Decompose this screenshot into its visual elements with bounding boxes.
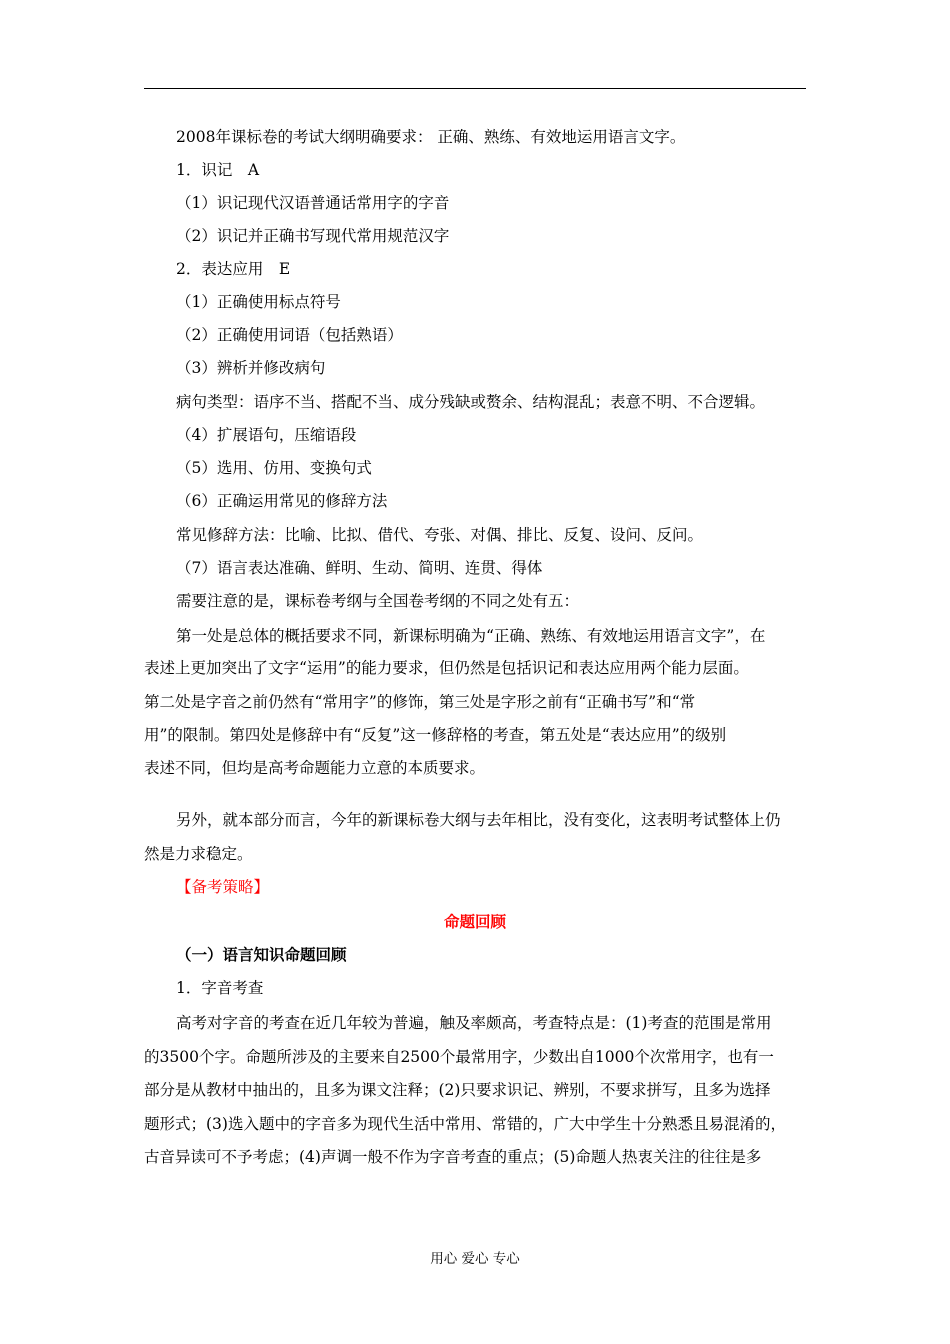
pronunciation-heading: 1．字音考查 — [176, 979, 264, 997]
paragraph-line: 表述上更加突出了文字“运用”的能力要求，但仍然是包括识记和表达应用两个能力层面。 — [144, 659, 749, 677]
header-rule — [144, 88, 806, 89]
list-item: （5）选用、仿用、变换句式 — [176, 459, 372, 477]
sentence-error-types: 病句类型：语序不当、搭配不当、成分残缺或赘余、结构混乱；表意不明、不合逻辑。 — [176, 393, 766, 411]
page-footer: 用心 爱心 专心 — [430, 1251, 520, 1267]
paragraph-line: 用”的限制。第四处是修辞中有“反复”这一修辞格的考查，第五处是“表达应用”的级别 — [144, 726, 727, 744]
list-item: （3）辨析并修改病句 — [176, 359, 326, 377]
paragraph-line: 然是力求稳定。 — [144, 845, 253, 863]
section-1-heading: 1．识记 A — [176, 161, 260, 179]
paragraph-line: 另外，就本部分而言，今年的新课标卷大纲与去年相比，没有变化，这表明考试整体上仍 — [176, 811, 781, 829]
section-2-heading: 2．表达应用 E — [176, 260, 291, 278]
paragraph-line: 古音异读可不予考虑；(4)声调一般不作为字音考查的重点；(5)命题人热衷关注的往往是多 — [144, 1148, 762, 1166]
paragraph-line: 表述不同，但均是高考命题能力立意的本质要求。 — [144, 759, 486, 777]
list-item: （2）正确使用词语（包括熟语） — [176, 326, 403, 344]
paragraph-line: 第二处是字音之前仍然有“常用字”的修饰，第三处是字形之前有“正确书写”和“常 — [144, 693, 696, 711]
paragraph-line: 第一处是总体的概括要求不同，新课标明确为“正确、熟练、有效地运用语言文字”，在 — [176, 627, 766, 645]
paragraph-line: 高考对字音的考查在近几年较为普遍，触及率颇高，考查特点是：(1)考查的范围是常用 — [176, 1014, 772, 1032]
paragraph-line: 题形式；(3)选入题中的字音多为现代生活中常用、常错的，广大中学生十分熟悉且易混淆的， — [144, 1115, 786, 1133]
strategy-heading: 【备考策略】 — [176, 878, 270, 896]
list-item: （4）扩展语句，压缩语段 — [176, 426, 357, 444]
list-item: （1）识记现代汉语普通话常用字的字音 — [176, 194, 450, 212]
intro-requirement: 2008年课标卷的考试大纲明确要求： 正确、熟练、有效地运用语言文字。 — [176, 128, 686, 146]
subsection-heading: （一）语言知识命题回顾 — [176, 945, 347, 964]
paragraph-line: 的3500个字。命题所涉及的主要来自2500个最常用字，少数出自1000个次常用字，也有一 — [144, 1048, 774, 1066]
list-item: （7）语言表达准确、鲜明、生动、简明、连贯、得体 — [176, 559, 543, 577]
differences-intro: 需要注意的是，课标卷考纲与全国卷考纲的不同之处有五： — [176, 592, 580, 610]
paragraph-line: 部分是从教材中抽出的，且多为课文注释；(2)只要求识记、辨别，不要求拼写，且多为选择 — [144, 1081, 771, 1099]
list-item: （1）正确使用标点符号 — [176, 293, 341, 311]
review-heading: 命题回顾 — [443, 912, 506, 931]
list-item: （6）正确运用常见的修辞方法 — [176, 492, 388, 510]
list-item: （2）识记并正确书写现代常用规范汉字 — [176, 227, 450, 245]
rhetoric-methods: 常见修辞方法：比喻、比拟、借代、夸张、对偶、排比、反复、设问、反问。 — [176, 526, 704, 544]
